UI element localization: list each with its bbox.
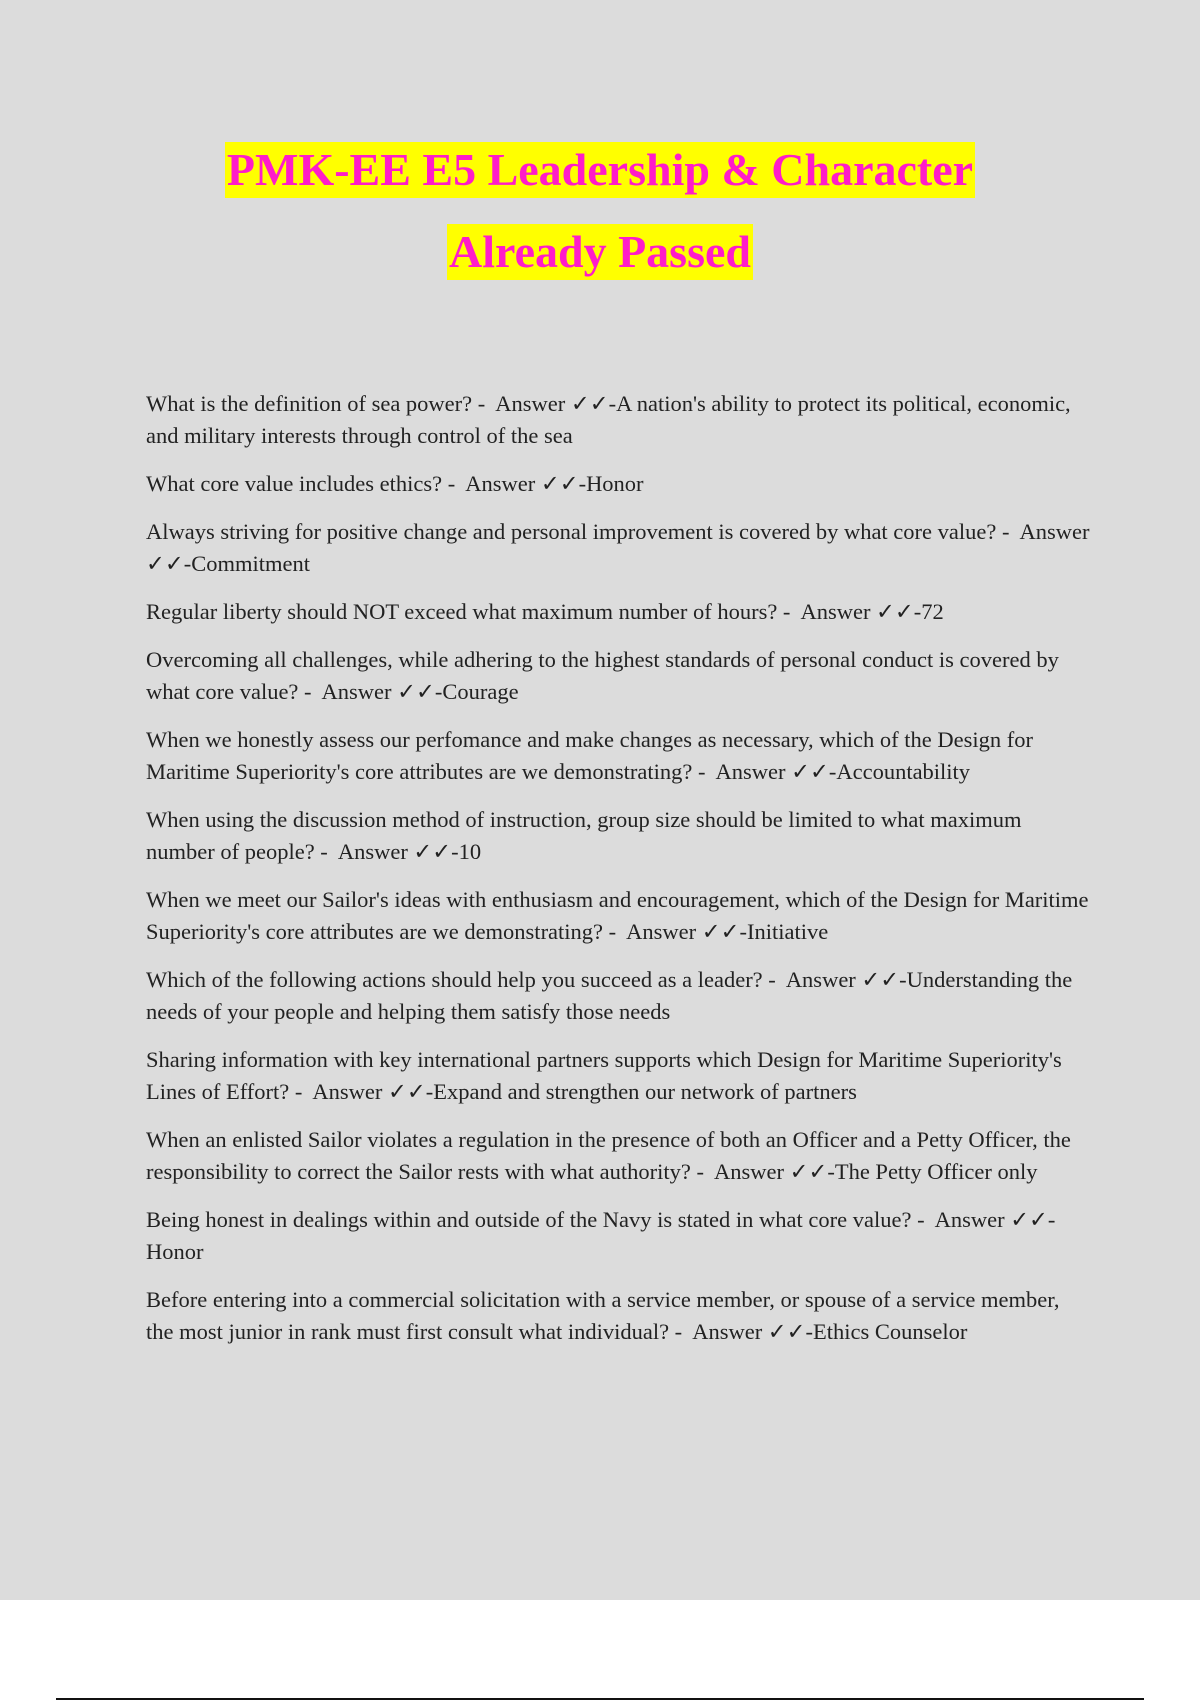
- separator: [485, 391, 495, 416]
- answer-text: Ethics Counselor: [813, 1319, 968, 1344]
- answer-text: 10: [458, 839, 482, 864]
- question-text: Always striving for positive change and personal improvement is covered by what core value? -: [146, 519, 1010, 544]
- document-title: [0, 142, 1200, 280]
- title-line-2: Already Passed: [447, 224, 753, 280]
- qa-item: [146, 1044, 1091, 1108]
- answer-text: The Petty Officer only: [834, 1159, 1038, 1184]
- answer-text: Understanding the needs of your people and helping them satisfy those needs: [146, 967, 1073, 1024]
- qa-item: [146, 724, 1091, 788]
- question-answer-list: [146, 388, 1091, 1364]
- qa-item: [146, 516, 1091, 580]
- answer-prefix: Answer ✓✓-: [465, 471, 587, 496]
- question-text: Regular liberty should NOT exceed what maximum number of hours? -: [146, 599, 791, 624]
- qa-item: [146, 596, 1091, 628]
- qa-item: [146, 1124, 1091, 1188]
- qa-item: [146, 388, 1091, 452]
- separator: [776, 967, 786, 992]
- separator: [682, 1319, 692, 1344]
- separator: [616, 919, 626, 944]
- qa-item: [146, 964, 1091, 1028]
- question-text: What core value includes ethics? -: [146, 471, 456, 496]
- answer-prefix: Answer ✓✓-: [715, 759, 837, 784]
- separator: [302, 1079, 312, 1104]
- answer-text: Honor: [146, 1239, 204, 1264]
- separator: [1009, 519, 1019, 544]
- qa-item: [146, 468, 1091, 500]
- separator: [455, 471, 465, 496]
- answer-prefix: Answer ✓✓-: [146, 519, 1090, 576]
- qa-item: [146, 884, 1091, 948]
- question-text: Before entering into a commercial solicitation with a service member, or spouse of a service member, the most junior in rank must first consult what individual? -: [146, 1287, 1060, 1344]
- qa-item: [146, 644, 1091, 708]
- question-text: Overcoming all challenges, while adhering to the highest standards of personal conduct is covered by what core value? -: [146, 647, 1059, 704]
- separator: [790, 599, 800, 624]
- answer-text: Honor: [586, 471, 644, 496]
- question-text: When using the discussion method of instruction, group size should be limited to what maximum number of people? -: [146, 807, 1022, 864]
- answer-text: 72: [921, 599, 944, 624]
- answer-prefix: Answer ✓✓-: [714, 1159, 835, 1184]
- answer-prefix: Answer ✓✓-: [785, 967, 907, 992]
- answer-prefix: Answer ✓✓-: [337, 839, 459, 864]
- question-text: Being honest in dealings within and outside of the Navy is stated in what core value? -: [146, 1207, 925, 1232]
- answer-prefix: Answer ✓✓-: [934, 1207, 1056, 1232]
- answer-text: Expand and strengthen our network of partners: [433, 1079, 857, 1104]
- separator: [925, 1207, 935, 1232]
- separator: [704, 1159, 714, 1184]
- answer-prefix: Answer ✓✓-: [800, 599, 922, 624]
- answer-text: A nation's ability to protect its political, economic, and military interests through control of the sea: [146, 391, 1071, 448]
- answer-text: Courage: [442, 679, 519, 704]
- qa-item: [146, 804, 1091, 868]
- qa-item: [146, 1284, 1091, 1348]
- qa-item: [146, 1204, 1091, 1268]
- answer-prefix: Answer ✓✓-: [495, 391, 617, 416]
- answer-prefix: Answer ✓✓-: [626, 919, 747, 944]
- separator: [328, 839, 338, 864]
- question-text: When we meet our Sailor's ideas with enthusiasm and encouragement, which of the Design for Maritime Superiority's core attributes are we demonstrating? -: [146, 887, 1089, 944]
- question-text: Which of the following actions should help you succeed as a leader? -: [146, 967, 776, 992]
- separator: [706, 759, 716, 784]
- question-text: When an enlisted Sailor violates a regulation in the presence of both an Officer and a Petty Officer, the responsibility to correct the Sailor rests with what authority? -: [146, 1127, 1071, 1184]
- answer-prefix: Answer ✓✓-: [321, 679, 443, 704]
- answer-text: Initiative: [746, 919, 829, 944]
- answer-text: Accountability: [836, 759, 971, 784]
- question-text: What is the definition of sea power? -: [146, 391, 486, 416]
- separator: [312, 679, 322, 704]
- answer-prefix: Answer ✓✓-: [312, 1079, 434, 1104]
- answer-prefix: Answer ✓✓-: [692, 1319, 814, 1344]
- title-line-1: PMK-EE E5 Leadership & Character: [225, 142, 975, 198]
- question-text: Sharing information with key international partners supports which Design for Maritime Superiority's Lines of Effort? -: [146, 1047, 1062, 1104]
- answer-text: Commitment: [191, 551, 310, 576]
- question-text: When we honestly assess our perfomance and make changes as necessary, which of the Design for Maritime Superiority's core attributes are we demonstrating? -: [146, 727, 1033, 784]
